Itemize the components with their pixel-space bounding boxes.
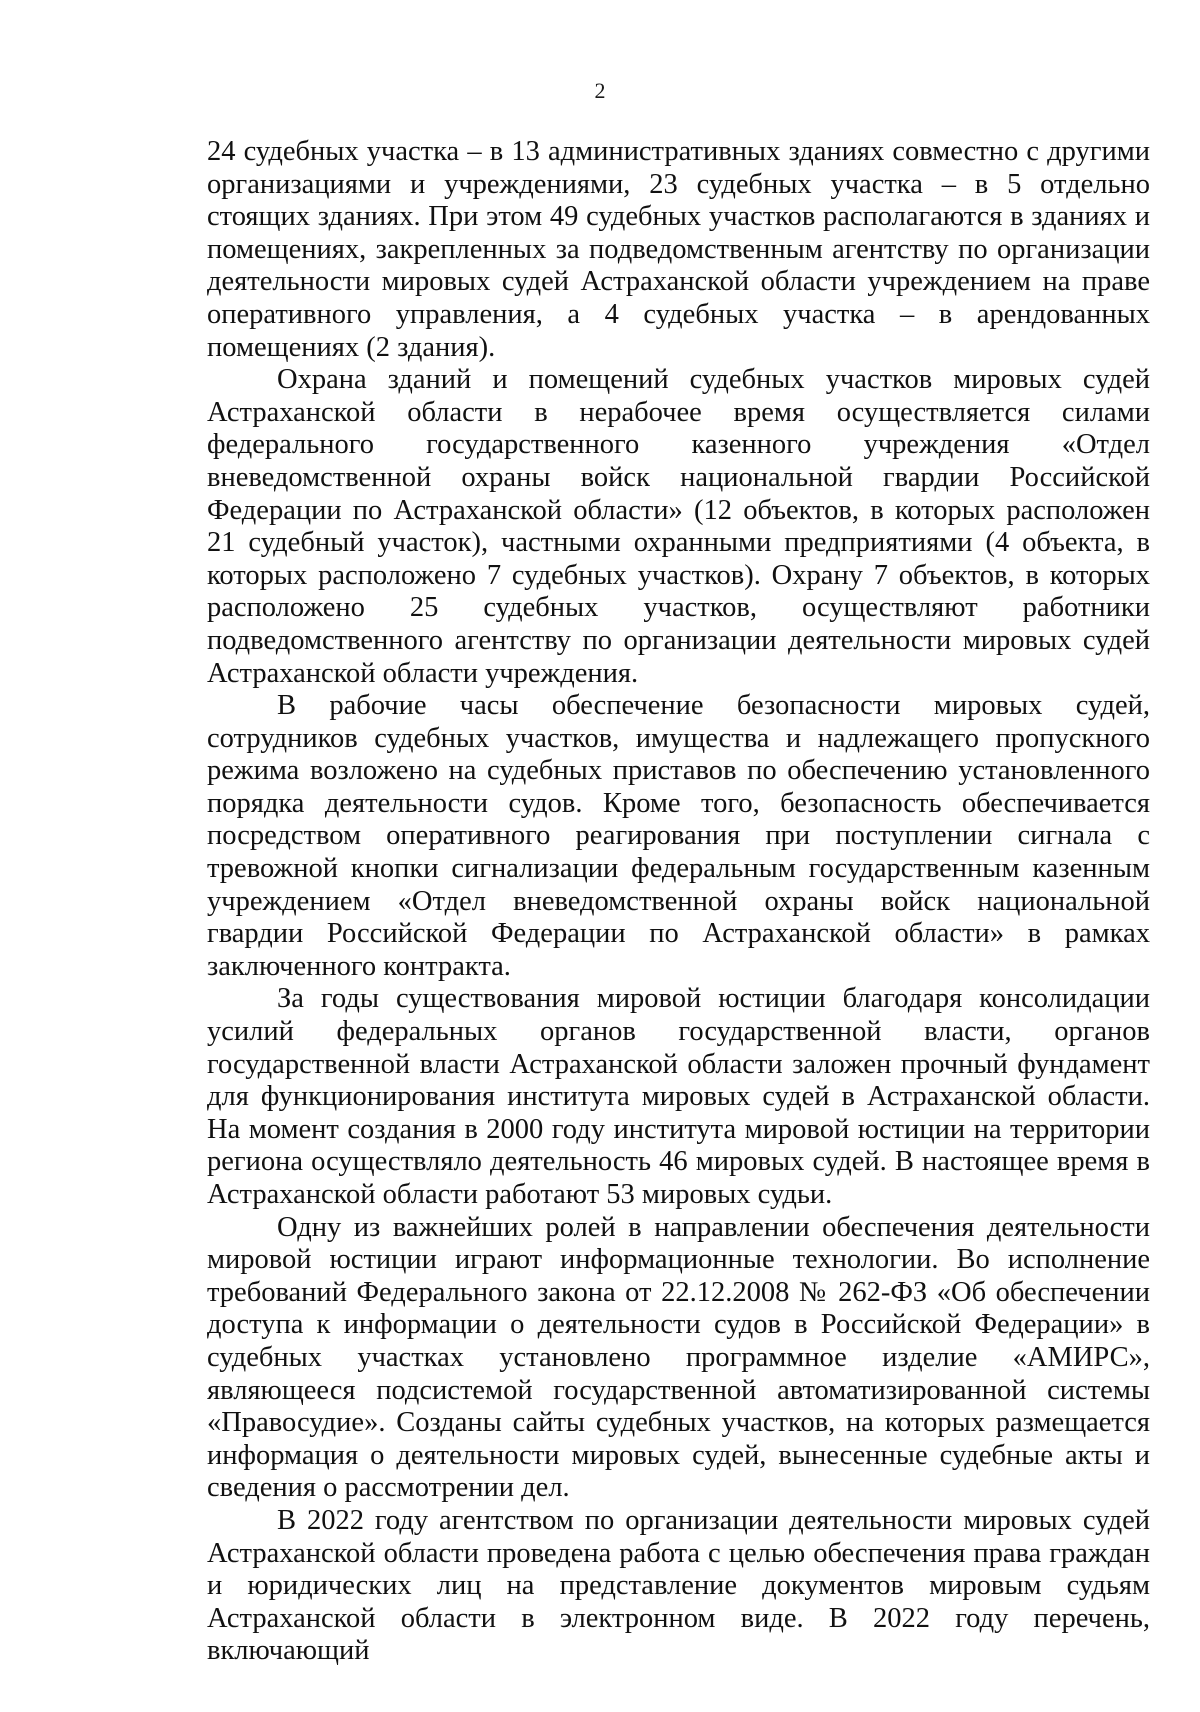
document-body [207,136,1150,1668]
paragraph-security-working-hours: В рабочие часы обеспечение безопасности мировых судей, сотрудников судебных участков, имущества и надлежащего пропускного режима возложено на судебных приставов по обеспечению установленного порядка деятельности судов. Кроме того, безопасность обеспечивается посредством оперативного реагирования при поступлении сигнала с тревожной кнопки сигнализации федеральным государственным казенным учреждением «Отдел вневедомственной охраны войск национальной гвардии Российской Федерации по Астраханской области» в рамках заключенного контракта. [207,690,1150,982]
paragraph-history-of-justice: За годы существования мировой юстиции благодаря консолидации усилий федеральных органов государственной власти, органов государственной власти Астраханской области заложен прочный фундамент для функционирования института мировых судей в Астраханской области. На момент создания в 2000 году института мировой юстиции на территории региона осуществляло деятельность 46 мировых судей. В настоящее время в Астраханской области работают 53 мировых судьи. [207,983,1150,1210]
paragraph-continuation: 24 судебных участка – в 13 административных зданиях совместно с другими организациями и учреждениями, 23 судебных участка – в 5 отдельно стоящих зданиях. При этом 49 судебных участков располагаются в зданиях и помещениях, закрепленных за подведомственным агентству по организации деятельности мировых судей Астраханской области учреждением на праве оперативного управления, а 4 судебных участка – в арендованных помещениях (2 здания). [207,136,1150,363]
paragraph-electronic-documents: В 2022 году агентством по организации деятельности мировых судей Астраханской области проведена работа с целью обеспечения права граждан и юридических лиц на представление документов мировым судьям Астраханской области в электронном виде. В 2022 году перечень, включающий [207,1504,1150,1667]
paragraph-information-technologies: Одну из важнейших ролей в направлении обеспечения деятельности мировой юстиции играют информационные технологии. Во исполнение требований Федерального закона от 22.12.2008 № 262-ФЗ «Об обеспечении доступа к информации о деятельности судов в Российской Федерации» в судебных участках установлено программное изделие «АМИРС», являющееся подсистемой государственной автоматизированной системы «Правосудие». Созданы сайты судебных участков, на которых размещается информация о деятельности мировых судей, вынесенные судебные акты и сведения о рассмотрении дел. [207,1211,1150,1504]
paragraph-security-non-working-hours: Охрана зданий и помещений судебных участков мировых судей Астраханской области в нерабочее время осуществляется силами федерального государственного казенного учреждения «Отдел вневедомственной охраны войск национальной гвардии Российской Федерации по Астраханской области» (12 объектов, в которых расположен 21 судебный участок), частными охранными предприятиями (4 объекта, в которых расположено 7 судебных участков). Охрану 7 объектов, в которых расположено 25 судебных участков, осуществляют работники подведомственного агентству по организации деятельности мировых судей Астраханской области учреждения. [207,364,1150,689]
page-number: 2 [594,78,606,103]
